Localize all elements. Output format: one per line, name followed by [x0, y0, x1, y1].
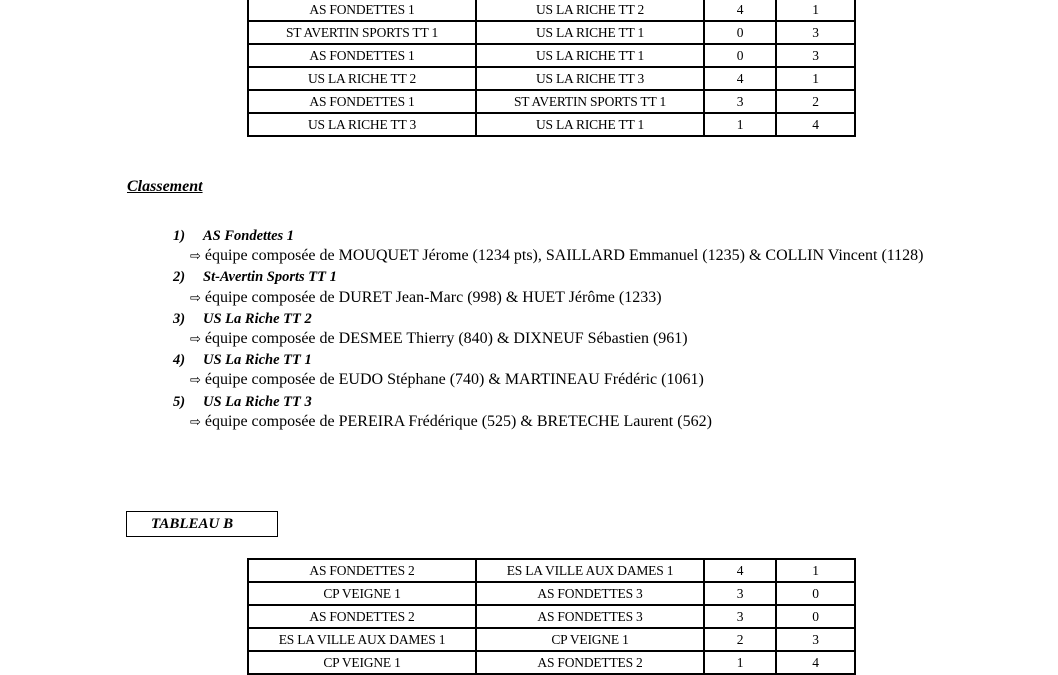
- home-score-cell: 3: [704, 90, 776, 113]
- ranking-entry-title: [173, 309, 963, 329]
- team-composition-text: équipe composée de DESMEE Thierry (840) & DIXNEUF Sébastien (961): [204, 330, 688, 348]
- home-team-cell: US LA RICHE TT 2: [248, 67, 476, 90]
- right-arrow-icon: ⇨: [190, 290, 201, 306]
- away-score-cell: 3: [776, 21, 855, 44]
- away-team-cell: US LA RICHE TT 3: [476, 67, 704, 90]
- away-score-cell: 1: [776, 67, 855, 90]
- rank-team-name: US La Riche TT 1: [203, 352, 312, 369]
- away-score-cell: 4: [776, 113, 855, 136]
- match-row: [248, 44, 855, 67]
- home-score-cell: 0: [704, 44, 776, 67]
- match-row: [248, 21, 855, 44]
- team-composition-text: équipe composée de EUDO Stéphane (740) & MARTINEAU Frédéric (1061): [204, 371, 704, 389]
- away-score-cell: 2: [776, 90, 855, 113]
- team-composition-text: équipe composée de MOUQUET Jérome (1234 pts), SAILLARD Emmanuel (1235) & COLLIN Vincent (1128): [204, 247, 924, 265]
- right-arrow-icon: ⇨: [190, 249, 201, 265]
- away-score-cell: 4: [776, 651, 855, 674]
- match-row: [248, 67, 855, 90]
- away-score-cell: 0: [776, 605, 855, 628]
- rank-team-name: St-Avertin Sports TT 1: [203, 269, 337, 286]
- match-row: [248, 628, 855, 651]
- rank-number: 3): [173, 310, 186, 327]
- away-team-cell: US LA RICHE TT 1: [476, 44, 704, 67]
- away-team-cell: AS FONDETTES 3: [476, 605, 704, 628]
- away-team-cell: AS FONDETTES 2: [476, 651, 704, 674]
- match-row: [248, 582, 855, 605]
- home-score-cell: 1: [704, 113, 776, 136]
- tableau-b-title: TABLEAU B: [126, 511, 278, 537]
- ranking-entry-title: [173, 226, 963, 246]
- home-team-cell: AS FONDETTES 2: [248, 559, 476, 582]
- home-team-cell: AS FONDETTES 1: [248, 0, 476, 21]
- away-team-cell: US LA RICHE TT 1: [476, 113, 704, 136]
- home-score-cell: 4: [704, 559, 776, 582]
- ranking-entry-description: [173, 412, 963, 433]
- away-team-cell: ST AVERTIN SPORTS TT 1: [476, 90, 704, 113]
- ranking-entry-title: [173, 350, 963, 370]
- away-score-cell: 3: [776, 44, 855, 67]
- match-row: [248, 90, 855, 113]
- home-team-cell: AS FONDETTES 1: [248, 44, 476, 67]
- away-score-cell: 3: [776, 628, 855, 651]
- match-row: [248, 559, 855, 582]
- tableau-a-rows: [248, 0, 855, 136]
- home-team-cell: CP VEIGNE 1: [248, 651, 476, 674]
- classement-heading: Classement: [127, 178, 203, 195]
- home-team-cell: CP VEIGNE 1: [248, 582, 476, 605]
- rank-team-name: US La Riche TT 3: [203, 393, 312, 410]
- home-score-cell: 1: [704, 651, 776, 674]
- rank-team-name: US La Riche TT 2: [203, 310, 312, 327]
- home-team-cell: AS FONDETTES 2: [248, 605, 476, 628]
- ranking-entry-title: [173, 392, 963, 412]
- ranking-entry-description: [173, 246, 963, 267]
- team-composition-text: équipe composée de DURET Jean-Marc (998) & HUET Jérôme (1233): [204, 288, 662, 306]
- away-team-cell: US LA RICHE TT 1: [476, 21, 704, 44]
- tableau-b-results-table: [247, 558, 856, 675]
- home-score-cell: 3: [704, 582, 776, 605]
- rank-number: 1): [173, 228, 186, 244]
- match-row: [248, 651, 855, 674]
- away-score-cell: 1: [776, 559, 855, 582]
- home-score-cell: 4: [704, 67, 776, 90]
- home-team-cell: ST AVERTIN SPORTS TT 1: [248, 21, 476, 44]
- right-arrow-icon: ⇨: [190, 332, 201, 348]
- home-score-cell: 2: [704, 628, 776, 651]
- away-score-cell: 0: [776, 582, 855, 605]
- ranking-entry-description: [173, 370, 963, 391]
- tableau-b-rows: [248, 559, 855, 674]
- home-score-cell: 4: [704, 0, 776, 21]
- home-team-cell: ES LA VILLE AUX DAMES 1: [248, 628, 476, 651]
- rank-number: 2): [173, 269, 186, 286]
- ranking-list: [173, 226, 963, 433]
- home-score-cell: 3: [704, 605, 776, 628]
- team-composition-text: équipe composée de PEREIRA Frédérique (525) & BRETECHE Laurent (562): [204, 412, 712, 430]
- home-score-cell: 0: [704, 21, 776, 44]
- rank-number: 5): [173, 393, 186, 410]
- ranking-entry-title: [173, 267, 963, 287]
- away-team-cell: CP VEIGNE 1: [476, 628, 704, 651]
- ranking-entry-description: [173, 288, 963, 309]
- away-team-cell: ES LA VILLE AUX DAMES 1: [476, 559, 704, 582]
- rank-number: 4): [173, 352, 186, 369]
- match-row: [248, 0, 855, 21]
- away-team-cell: US LA RICHE TT 2: [476, 0, 704, 21]
- match-row: [248, 113, 855, 136]
- home-team-cell: US LA RICHE TT 3: [248, 113, 476, 136]
- right-arrow-icon: ⇨: [190, 414, 201, 430]
- home-team-cell: AS FONDETTES 1: [248, 90, 476, 113]
- right-arrow-icon: ⇨: [190, 373, 201, 389]
- match-row: [248, 605, 855, 628]
- tableau-a-results-table: [247, 0, 856, 137]
- away-team-cell: AS FONDETTES 3: [476, 582, 704, 605]
- rank-team-name: AS Fondettes 1: [203, 228, 295, 244]
- away-score-cell: 1: [776, 0, 855, 21]
- ranking-entry-description: [173, 329, 963, 350]
